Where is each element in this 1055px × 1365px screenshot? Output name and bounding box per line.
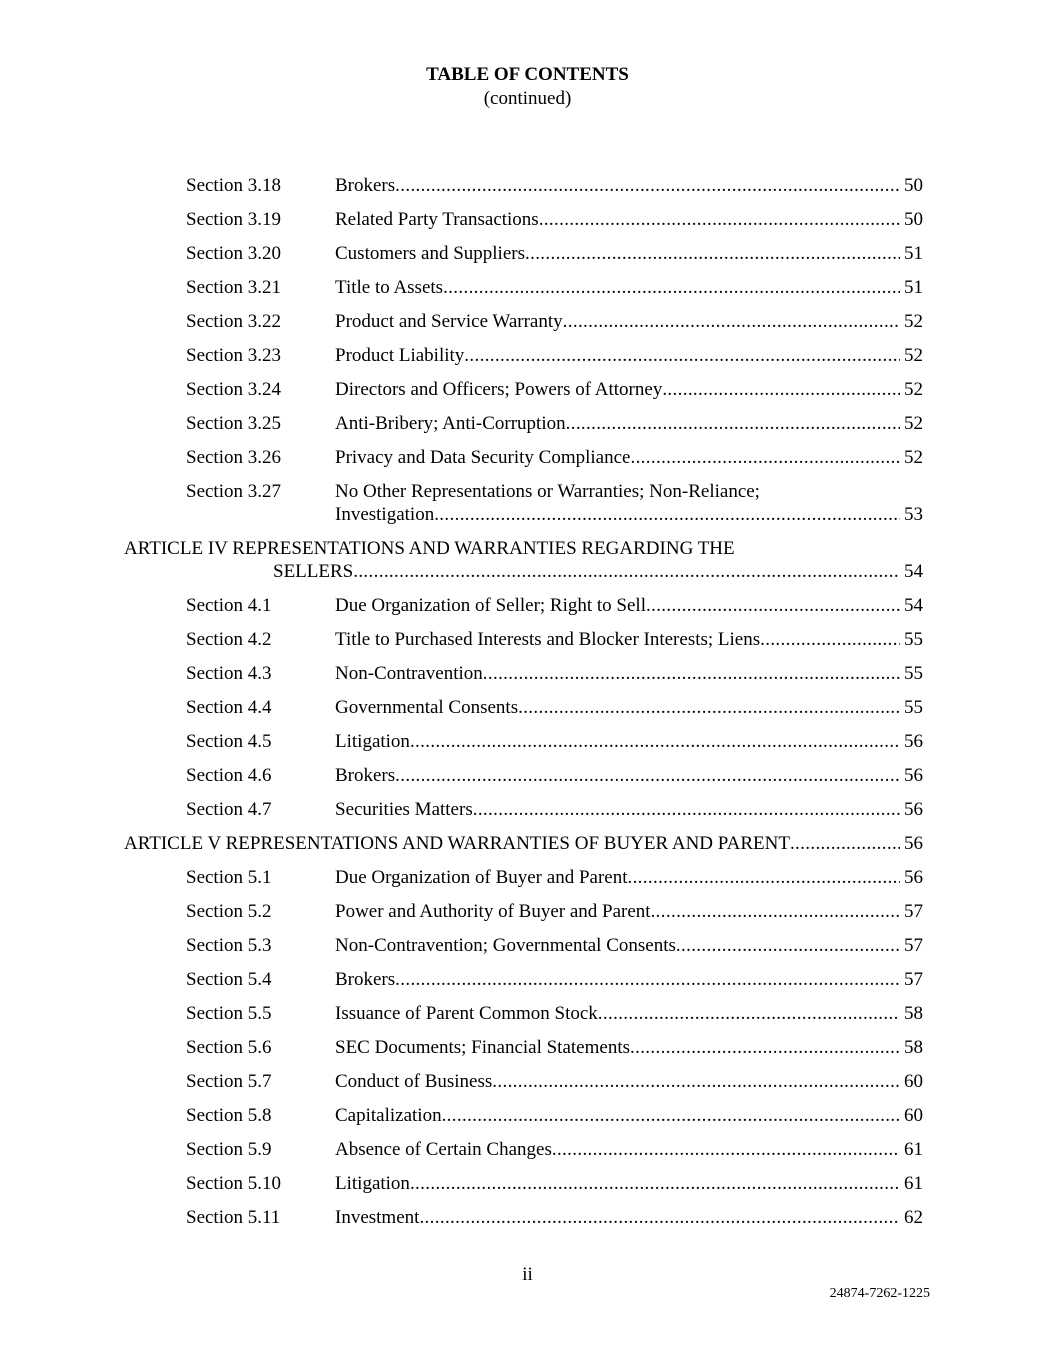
section-title: Customers and Suppliers <box>335 243 525 264</box>
dot-leader <box>410 730 900 754</box>
dot-leader <box>483 662 900 686</box>
dot-leader <box>539 208 900 232</box>
section-title: Non-Contravention <box>335 663 483 684</box>
toc-entry-3-20[interactable] <box>0 242 1055 276</box>
toc-entry-5-2[interactable] <box>0 900 1055 934</box>
article-title-line1: ARTICLE IV REPRESENTATIONS AND WARRANTIES REGARDING THE <box>124 538 735 559</box>
toc-list <box>0 174 1055 1240</box>
toc-entry-3-21[interactable] <box>0 276 1055 310</box>
section-title: Directors and Officers; Powers of Attorney <box>335 379 663 400</box>
dot-leader <box>525 242 900 266</box>
dot-leader <box>464 344 900 368</box>
page-ref: 57 <box>904 935 923 956</box>
toc-entry-5-6[interactable] <box>0 1036 1055 1070</box>
page-ref: 51 <box>904 243 923 264</box>
section-number: Section 3.22 <box>186 311 281 332</box>
page-ref: 60 <box>904 1105 923 1126</box>
section-number: Section 4.3 <box>186 663 272 684</box>
toc-entry-5-10[interactable] <box>0 1172 1055 1206</box>
section-title: Investment <box>335 1207 420 1228</box>
section-title: Securities Matters <box>335 799 473 820</box>
page-ref: 56 <box>904 731 923 752</box>
page-ref: 52 <box>904 379 923 400</box>
section-title: Due Organization of Seller; Right to Sell <box>335 595 646 616</box>
page-ref: 54 <box>904 595 923 616</box>
toc-entry-4-6[interactable] <box>0 764 1055 798</box>
toc-entry-5-7[interactable] <box>0 1070 1055 1104</box>
section-title: Product and Service Warranty <box>335 311 563 332</box>
page-ref: 56 <box>904 833 923 854</box>
section-title: Power and Authority of Buyer and Parent <box>335 901 651 922</box>
page-ref: 55 <box>904 663 923 684</box>
dot-leader <box>518 696 900 720</box>
page-ref: 53 <box>904 504 923 525</box>
page-ref: 52 <box>904 413 923 434</box>
toc-entry-5-3[interactable] <box>0 934 1055 968</box>
dot-leader <box>395 968 900 992</box>
page-ref: 56 <box>904 867 923 888</box>
dot-leader <box>563 310 900 334</box>
page-ref: 58 <box>904 1037 923 1058</box>
section-title: Brokers <box>335 969 396 990</box>
section-number: Section 3.18 <box>186 175 281 196</box>
section-title-line1: No Other Representations or Warranties; Non-Reliance; <box>335 481 760 502</box>
page-ref: 58 <box>904 1003 923 1024</box>
page-ref: 60 <box>904 1071 923 1092</box>
dot-leader <box>395 764 900 788</box>
dot-leader <box>443 276 900 300</box>
section-number: Section 5.8 <box>186 1105 272 1126</box>
toc-entry-5-8[interactable] <box>0 1104 1055 1138</box>
toc-entry-5-1[interactable] <box>0 866 1055 900</box>
dot-leader <box>353 560 900 584</box>
toc-entry-4-4[interactable] <box>0 696 1055 730</box>
section-title: Brokers <box>335 175 396 196</box>
dot-leader <box>473 798 900 822</box>
page-ref: 56 <box>904 765 923 786</box>
page-ref: 52 <box>904 447 923 468</box>
section-title: Brokers <box>335 765 396 786</box>
page-ref: 55 <box>904 697 923 718</box>
section-number: Section 4.6 <box>186 765 272 786</box>
toc-entry-3-27[interactable] <box>0 480 1055 537</box>
section-number: Section 4.4 <box>186 697 272 718</box>
toc-entry-4-7[interactable] <box>0 798 1055 832</box>
page-ref: 56 <box>904 799 923 820</box>
section-title: Capitalization <box>335 1105 442 1126</box>
section-number: Section 5.9 <box>186 1139 272 1160</box>
page-ref: 57 <box>904 901 923 922</box>
toc-header <box>0 63 1055 111</box>
article-title-line2: SELLERS <box>273 561 354 582</box>
page-number: ii <box>522 1264 533 1285</box>
section-number: Section 5.11 <box>186 1207 281 1228</box>
section-title: Product Liability <box>335 345 465 366</box>
section-title: Due Organization of Buyer and Parent <box>335 867 628 888</box>
section-number: Section 4.2 <box>186 629 272 650</box>
section-number: Section 3.27 <box>186 481 281 502</box>
dot-leader <box>410 1172 900 1196</box>
toc-entry-5-9[interactable] <box>0 1138 1055 1172</box>
dot-leader <box>434 503 900 527</box>
section-number: Section 5.6 <box>186 1037 272 1058</box>
section-number: Section 5.5 <box>186 1003 272 1024</box>
page-ref: 62 <box>904 1207 923 1228</box>
page-ref: 50 <box>904 209 923 230</box>
dot-leader <box>630 446 900 470</box>
toc-entry-4-5[interactable] <box>0 730 1055 764</box>
toc-entry-article-iv[interactable] <box>0 537 1055 594</box>
toc-entry-3-25[interactable] <box>0 412 1055 446</box>
section-title-line2: Investigation <box>335 504 435 525</box>
dot-leader <box>651 900 900 924</box>
section-number: Section 3.26 <box>186 447 281 468</box>
section-number: Section 5.4 <box>186 969 272 990</box>
toc-entry-article-v[interactable] <box>0 832 1055 866</box>
section-number: Section 5.2 <box>186 901 272 922</box>
section-title: Conduct of Business <box>335 1071 493 1092</box>
toc-entry-3-19[interactable] <box>0 208 1055 242</box>
page-title: TABLE OF CONTENTS <box>426 64 629 85</box>
page-ref: 61 <box>904 1139 923 1160</box>
section-number: Section 3.24 <box>186 379 281 400</box>
toc-entry-4-3[interactable] <box>0 662 1055 696</box>
toc-entry-5-11[interactable] <box>0 1206 1055 1240</box>
section-title: Issuance of Parent Common Stock <box>335 1003 598 1024</box>
article-title: ARTICLE V REPRESENTATIONS AND WARRANTIES OF BUYER AND PARENT <box>124 833 790 854</box>
toc-entry-3-23[interactable] <box>0 344 1055 378</box>
dot-leader <box>790 832 900 856</box>
page-ref: 52 <box>904 345 923 366</box>
section-title: Non-Contravention; Governmental Consents <box>335 935 676 956</box>
section-title: Absence of Certain Changes <box>335 1139 552 1160</box>
dot-leader <box>598 1002 900 1026</box>
toc-entry-3-24[interactable] <box>0 378 1055 412</box>
section-number: Section 3.21 <box>186 277 281 298</box>
section-title: Litigation <box>335 731 410 752</box>
toc-entry-3-18[interactable] <box>0 174 1055 208</box>
dot-leader <box>395 174 900 198</box>
page-ref: 52 <box>904 311 923 332</box>
section-title: Governmental Consents <box>335 697 519 718</box>
section-number: Section 4.5 <box>186 731 272 752</box>
toc-entry-4-1[interactable] <box>0 594 1055 628</box>
section-number: Section 5.10 <box>186 1173 281 1194</box>
toc-entry-4-2[interactable] <box>0 628 1055 662</box>
page-ref: 55 <box>904 629 923 650</box>
dot-leader <box>419 1206 900 1230</box>
section-number: Section 3.20 <box>186 243 281 264</box>
page-ref: 57 <box>904 969 923 990</box>
dot-leader <box>627 866 900 890</box>
dot-leader <box>492 1070 900 1094</box>
section-number: Section 5.7 <box>186 1071 272 1092</box>
section-number: Section 5.1 <box>186 867 272 888</box>
dot-leader <box>566 412 900 436</box>
dot-leader <box>676 934 900 958</box>
toc-entry-5-4[interactable] <box>0 968 1055 1002</box>
page-ref: 50 <box>904 175 923 196</box>
dot-leader <box>630 1036 900 1060</box>
section-title: Title to Purchased Interests and Blocker Interests; Liens <box>335 629 761 650</box>
page-subtitle: (continued) <box>483 88 572 109</box>
toc-entry-5-5[interactable] <box>0 1002 1055 1036</box>
dot-leader <box>760 628 900 652</box>
toc-entry-3-22[interactable] <box>0 310 1055 344</box>
section-title: Litigation <box>335 1173 410 1194</box>
section-number: Section 3.19 <box>186 209 281 230</box>
section-title: SEC Documents; Financial Statements <box>335 1037 630 1058</box>
document-id: 24874-7262-1225 <box>829 1286 930 1301</box>
page-ref: 51 <box>904 277 923 298</box>
dot-leader <box>662 378 900 402</box>
section-number: Section 5.3 <box>186 935 272 956</box>
dot-leader <box>442 1104 900 1128</box>
dot-leader <box>552 1138 900 1162</box>
section-title: Related Party Transactions <box>335 209 539 230</box>
section-title: Anti-Bribery; Anti-Corruption <box>335 413 566 434</box>
section-title: Privacy and Data Security Compliance <box>335 447 631 468</box>
page-ref: 54 <box>904 561 923 582</box>
dot-leader <box>646 594 900 618</box>
page-ref: 61 <box>904 1173 923 1194</box>
section-number: Section 3.25 <box>186 413 281 434</box>
section-number: Section 3.23 <box>186 345 281 366</box>
section-title: Title to Assets <box>335 277 444 298</box>
toc-entry-3-26[interactable] <box>0 446 1055 480</box>
section-number: Section 4.1 <box>186 595 272 616</box>
section-number: Section 4.7 <box>186 799 272 820</box>
